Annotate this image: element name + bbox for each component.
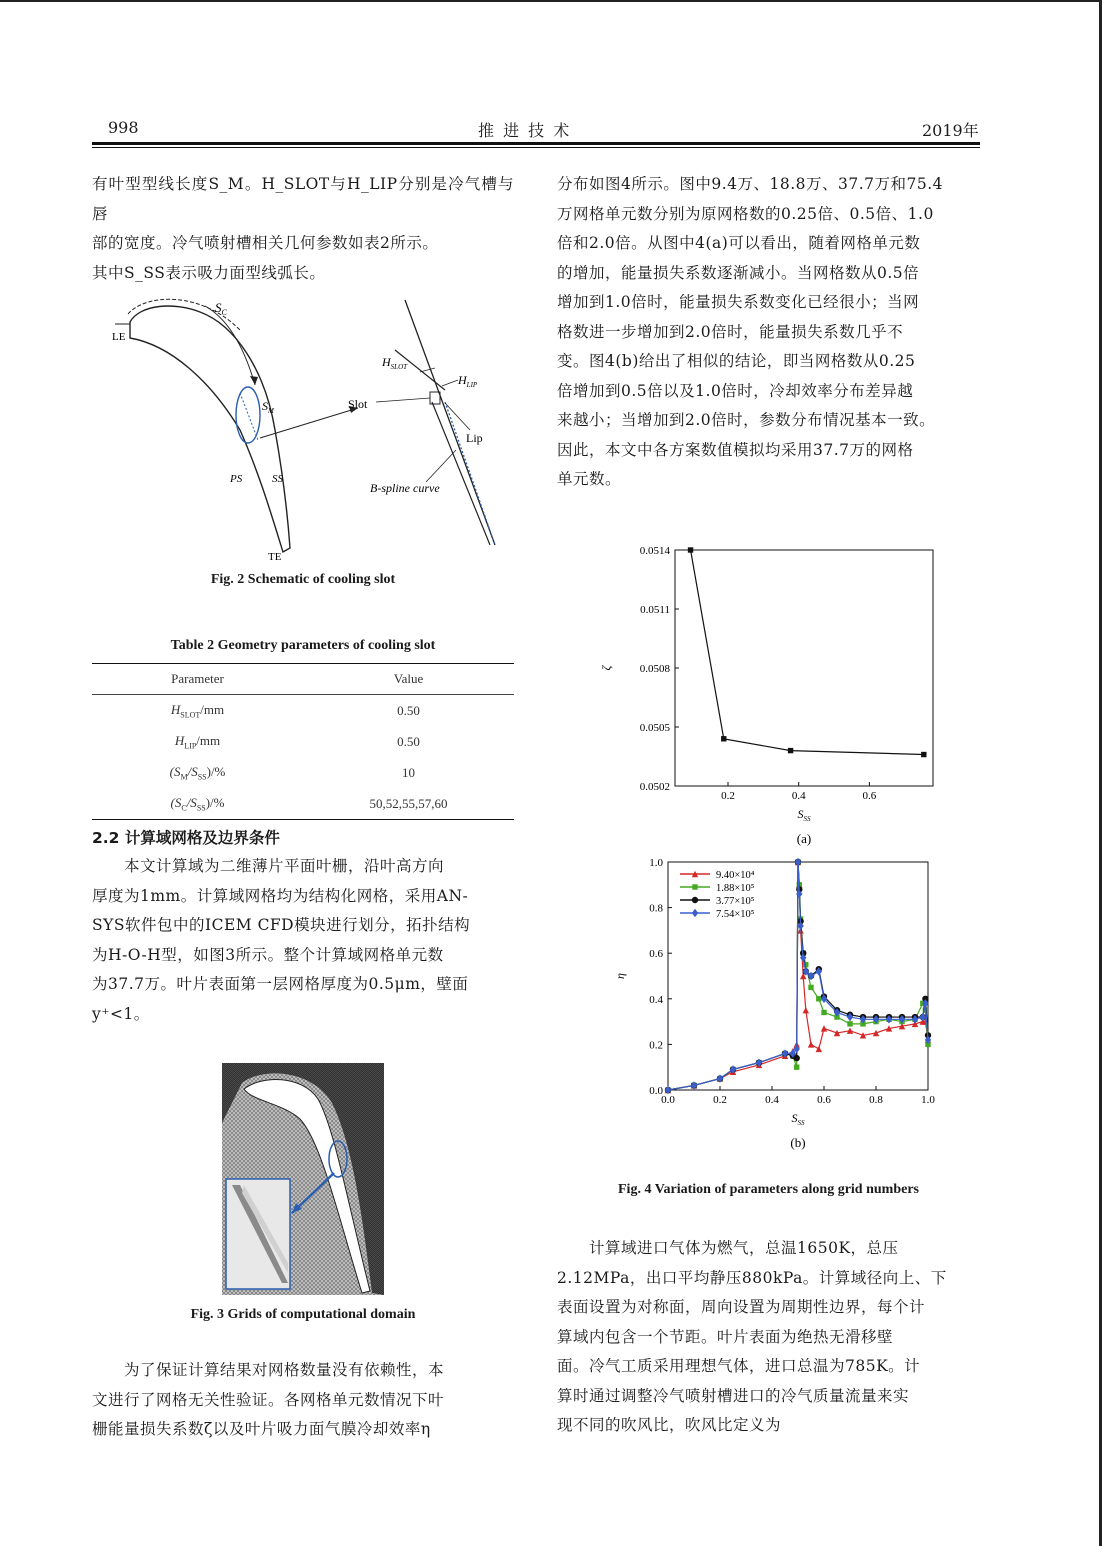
text-line: 2.12MPa，出口平均静压880kPa。计算域径向上、下: [557, 1268, 947, 1287]
table-cell: 0.50: [397, 702, 420, 718]
journal-title: 推 进 技 术: [478, 121, 572, 140]
data-point: [847, 1021, 852, 1026]
x-tick-label: 0.6: [817, 1094, 831, 1106]
text-line: 现不同的吹风比，吹风比定义为: [557, 1416, 782, 1434]
label-te: TE: [268, 551, 282, 563]
text-line: 本文计算域为二维薄片平面叶栅，沿叶高方向: [92, 857, 445, 875]
text-line: 算域内包含一个节距。叶片表面为绝热无滑移壁: [557, 1327, 894, 1346]
bspline-curve: [445, 402, 495, 545]
y-tick-label: 0.6: [649, 948, 663, 961]
label-bspline: B-spline curve: [370, 481, 440, 495]
data-point: [821, 1010, 826, 1015]
text-line: 单元数。: [557, 470, 622, 488]
section-heading: 2.2 计算域网格及边界条件: [92, 829, 280, 847]
table-cell: $(S_M/S_{SS})/\%$: [169, 763, 226, 782]
x-tick-label: 0.4: [791, 790, 806, 802]
legend-marker: [692, 897, 698, 903]
x-tick-label: 1.0: [921, 1094, 935, 1106]
y-tick-label: 0.0511: [640, 604, 670, 616]
data-point: [794, 1055, 800, 1061]
label-ps: PS: [230, 473, 243, 485]
bspline-leader: [426, 450, 456, 482]
arrowhead: [250, 376, 258, 385]
fig4a-chart: [590, 538, 950, 850]
text-line: 算时通过调整冷气喷射槽进口的冷气质量流量来实: [557, 1386, 910, 1405]
data-point: [803, 1007, 809, 1013]
right-para-2: [557, 1234, 980, 1441]
table-header-row: [92, 664, 514, 695]
y-tick-label: 0.0514: [639, 545, 670, 557]
text-line: 变。图4(b)给出了相似的结论，即当网格数从0.25: [557, 352, 916, 370]
table2: [92, 663, 514, 820]
table-row: [92, 726, 514, 757]
fig2-schematic: [100, 290, 510, 565]
table-header: Value: [303, 664, 514, 695]
y-tick-label: 0.0502: [639, 781, 670, 793]
series-line: [691, 550, 924, 755]
y-tick-label: 0.0: [649, 1085, 663, 1097]
fig4b-chart: [610, 852, 950, 1167]
data-point: [921, 752, 926, 757]
left-para-2: [92, 852, 514, 1029]
x-tick-label: 0.2: [713, 1094, 727, 1106]
y-tick-label: 0.0508: [639, 663, 670, 675]
y-tick-label: 0.2: [649, 1039, 663, 1052]
label-slot: Slot: [348, 397, 368, 411]
data-point: [816, 996, 821, 1001]
x-tick-label: 0.0: [661, 1094, 675, 1106]
x-tick-label: 0.6: [862, 790, 877, 802]
text-line: 增加到1.0倍时，能量损失系数变化已经很小；当网: [557, 293, 920, 311]
blade-outline: [130, 306, 290, 552]
subfigure-label: (b): [790, 1135, 806, 1150]
text-line: 分布如图4所示。图中9.4万、18.8万、37.7万和75.4: [557, 175, 944, 193]
legend-marker: [692, 884, 697, 889]
label-lip: Lip: [466, 431, 483, 445]
subfigure-label: (a): [796, 831, 812, 846]
text-line: 厚度为1mm。计算域网格均为结构化网格，采用AN-: [92, 886, 469, 905]
x-tick-label: 0.2: [721, 790, 735, 802]
legend-label: 7.54×10⁵: [716, 909, 755, 920]
zoom-arrow: [260, 408, 358, 438]
text-line: 倍和2.0倍。从图中4(a)可以看出，随着网格单元数: [557, 234, 921, 252]
header-rule-thin: [92, 147, 980, 148]
data-point: [794, 1065, 799, 1070]
legend-label: 9.40×10⁴: [716, 870, 755, 881]
table-cell: 10: [402, 764, 415, 780]
zoom-wall-inner: [432, 402, 490, 545]
y-tick-label: 1.0: [649, 857, 663, 869]
data-point: [788, 748, 793, 753]
table-cell: $(S_C/S_{SS})/\%$: [92, 788, 303, 820]
y-tick-label: 0.0505: [639, 722, 670, 734]
text-line: 格数进一步增加到2.0倍时，能量损失系数几乎不: [557, 322, 904, 341]
left-para-3: [92, 1356, 514, 1445]
x-axis-label: $S_{SS}$: [797, 807, 811, 823]
data-point: [808, 1041, 814, 1047]
text-line: 表面设置为对称面，周向设置为周期性边界，每个计: [557, 1298, 926, 1316]
page-number: 998: [108, 118, 139, 137]
data-point: [821, 1025, 827, 1031]
page-top-edge: [0, 0, 1102, 2]
label-sc: $S_C$: [215, 300, 227, 317]
slot-dash: [240, 393, 258, 440]
legend-label: 3.77×10⁵: [716, 896, 755, 907]
text-line: 为了保证计算结果对网格数量没有依赖性，本: [92, 1361, 445, 1379]
legend-marker: [692, 909, 698, 917]
text-line: 为37.7万。叶片表面第一层网格厚度为0.5μm，壁面: [92, 975, 469, 993]
year: 2019年: [922, 121, 979, 140]
label-hslot: $H_{SLOT}$: [382, 355, 408, 371]
table-cell: $H_{LIP}/mm$: [174, 732, 221, 751]
hslot-dim: [420, 368, 435, 372]
label-hlip: $H_{LIP}$: [458, 373, 478, 389]
table-cell: $H_{SLOT}/mm$: [170, 701, 225, 720]
x-tick-label: 0.8: [869, 1094, 883, 1106]
text-line: 有叶型型线长度S_M。H_SLOT与H_LIP分别是冷气槽与唇: [92, 175, 514, 223]
text-line: 万网格单元数分别为原网格数的0.25倍、0.5倍、1.0: [557, 204, 934, 223]
text-line: 其中S_SS表示吸力面型线弧长。: [92, 263, 326, 282]
text-line: 文进行了网格无关性验证。各网格单元数情况下叶: [92, 1390, 445, 1409]
legend-label: 1.88×10⁵: [716, 883, 755, 894]
header-rule-thick: [92, 142, 980, 145]
fig3-mesh-image: [222, 1063, 384, 1295]
table-cell: 50,52,55,57,60: [303, 788, 514, 820]
x-axis-label: $S_{SS}$: [791, 1111, 805, 1127]
data-point: [808, 985, 813, 990]
text-line: SYS软件包中的ICEM CFD模块进行划分，拓扑结构: [92, 916, 471, 934]
lip-box: [430, 392, 440, 404]
label-ss: SS: [272, 473, 283, 485]
fig4-caption: Fig. 4 Variation of parameters along grid numbers: [618, 1182, 919, 1197]
data-point: [688, 547, 693, 552]
text-line: 来越小；当增加到2.0倍时，参数分布情况基本一致。: [557, 411, 936, 429]
table-row: [92, 788, 514, 820]
text-line: 栅能量损失系数ζ以及叶片吸力面气膜冷却效率η: [92, 1420, 431, 1438]
right-para-1: [557, 170, 980, 495]
slot-leader: [376, 398, 430, 402]
fig3-caption: Fig. 3 Grids of computational domain: [190, 1307, 416, 1322]
fig2-caption: Fig. 2 Schematic of cooling slot: [210, 572, 396, 587]
label-sm: $S_M$: [262, 399, 274, 415]
table-row: [92, 695, 514, 727]
table-row: [92, 757, 514, 788]
x-tick-label: 0.4: [765, 1094, 779, 1106]
hlip-dim: [442, 380, 458, 386]
data-point: [721, 736, 726, 741]
text-line: 部的宽度。冷气喷射槽相关几何参数如表2所示。: [92, 234, 439, 252]
label-le: LE: [112, 331, 126, 343]
text-line: y⁺<1。: [92, 1004, 150, 1023]
text-line: 面。冷气工质采用理想气体，进口总温为785K。计: [557, 1357, 921, 1375]
y-tick-label: 0.8: [649, 902, 663, 915]
table-header: Parameter: [92, 664, 303, 695]
y-axis-label: ζ: [599, 665, 613, 671]
y-tick-label: 0.4: [649, 993, 663, 1006]
data-point: [816, 1046, 822, 1052]
text-line: 为H-O-H型，如图3所示。整个计算域网格单元数: [92, 945, 444, 964]
table-cell: 0.50: [397, 733, 420, 749]
text-line: 的增加，能量损失系数逐渐减小。当网格数从0.5倍: [557, 263, 920, 282]
table2-caption: Table 2 Geometry parameters of cooling slot: [170, 638, 436, 653]
left-para-1: [92, 170, 514, 288]
lip-leader: [445, 403, 470, 430]
y-axis-label: η: [613, 973, 627, 979]
text-line: 因此，本文中各方案数值模拟均采用37.7万的网格: [557, 440, 914, 459]
text-line: 计算域进口气体为燃气，总温1650K，总压: [557, 1239, 899, 1257]
text-line: 倍增加到0.5倍以及1.0倍时，冷却效率分布差异越: [557, 381, 914, 400]
